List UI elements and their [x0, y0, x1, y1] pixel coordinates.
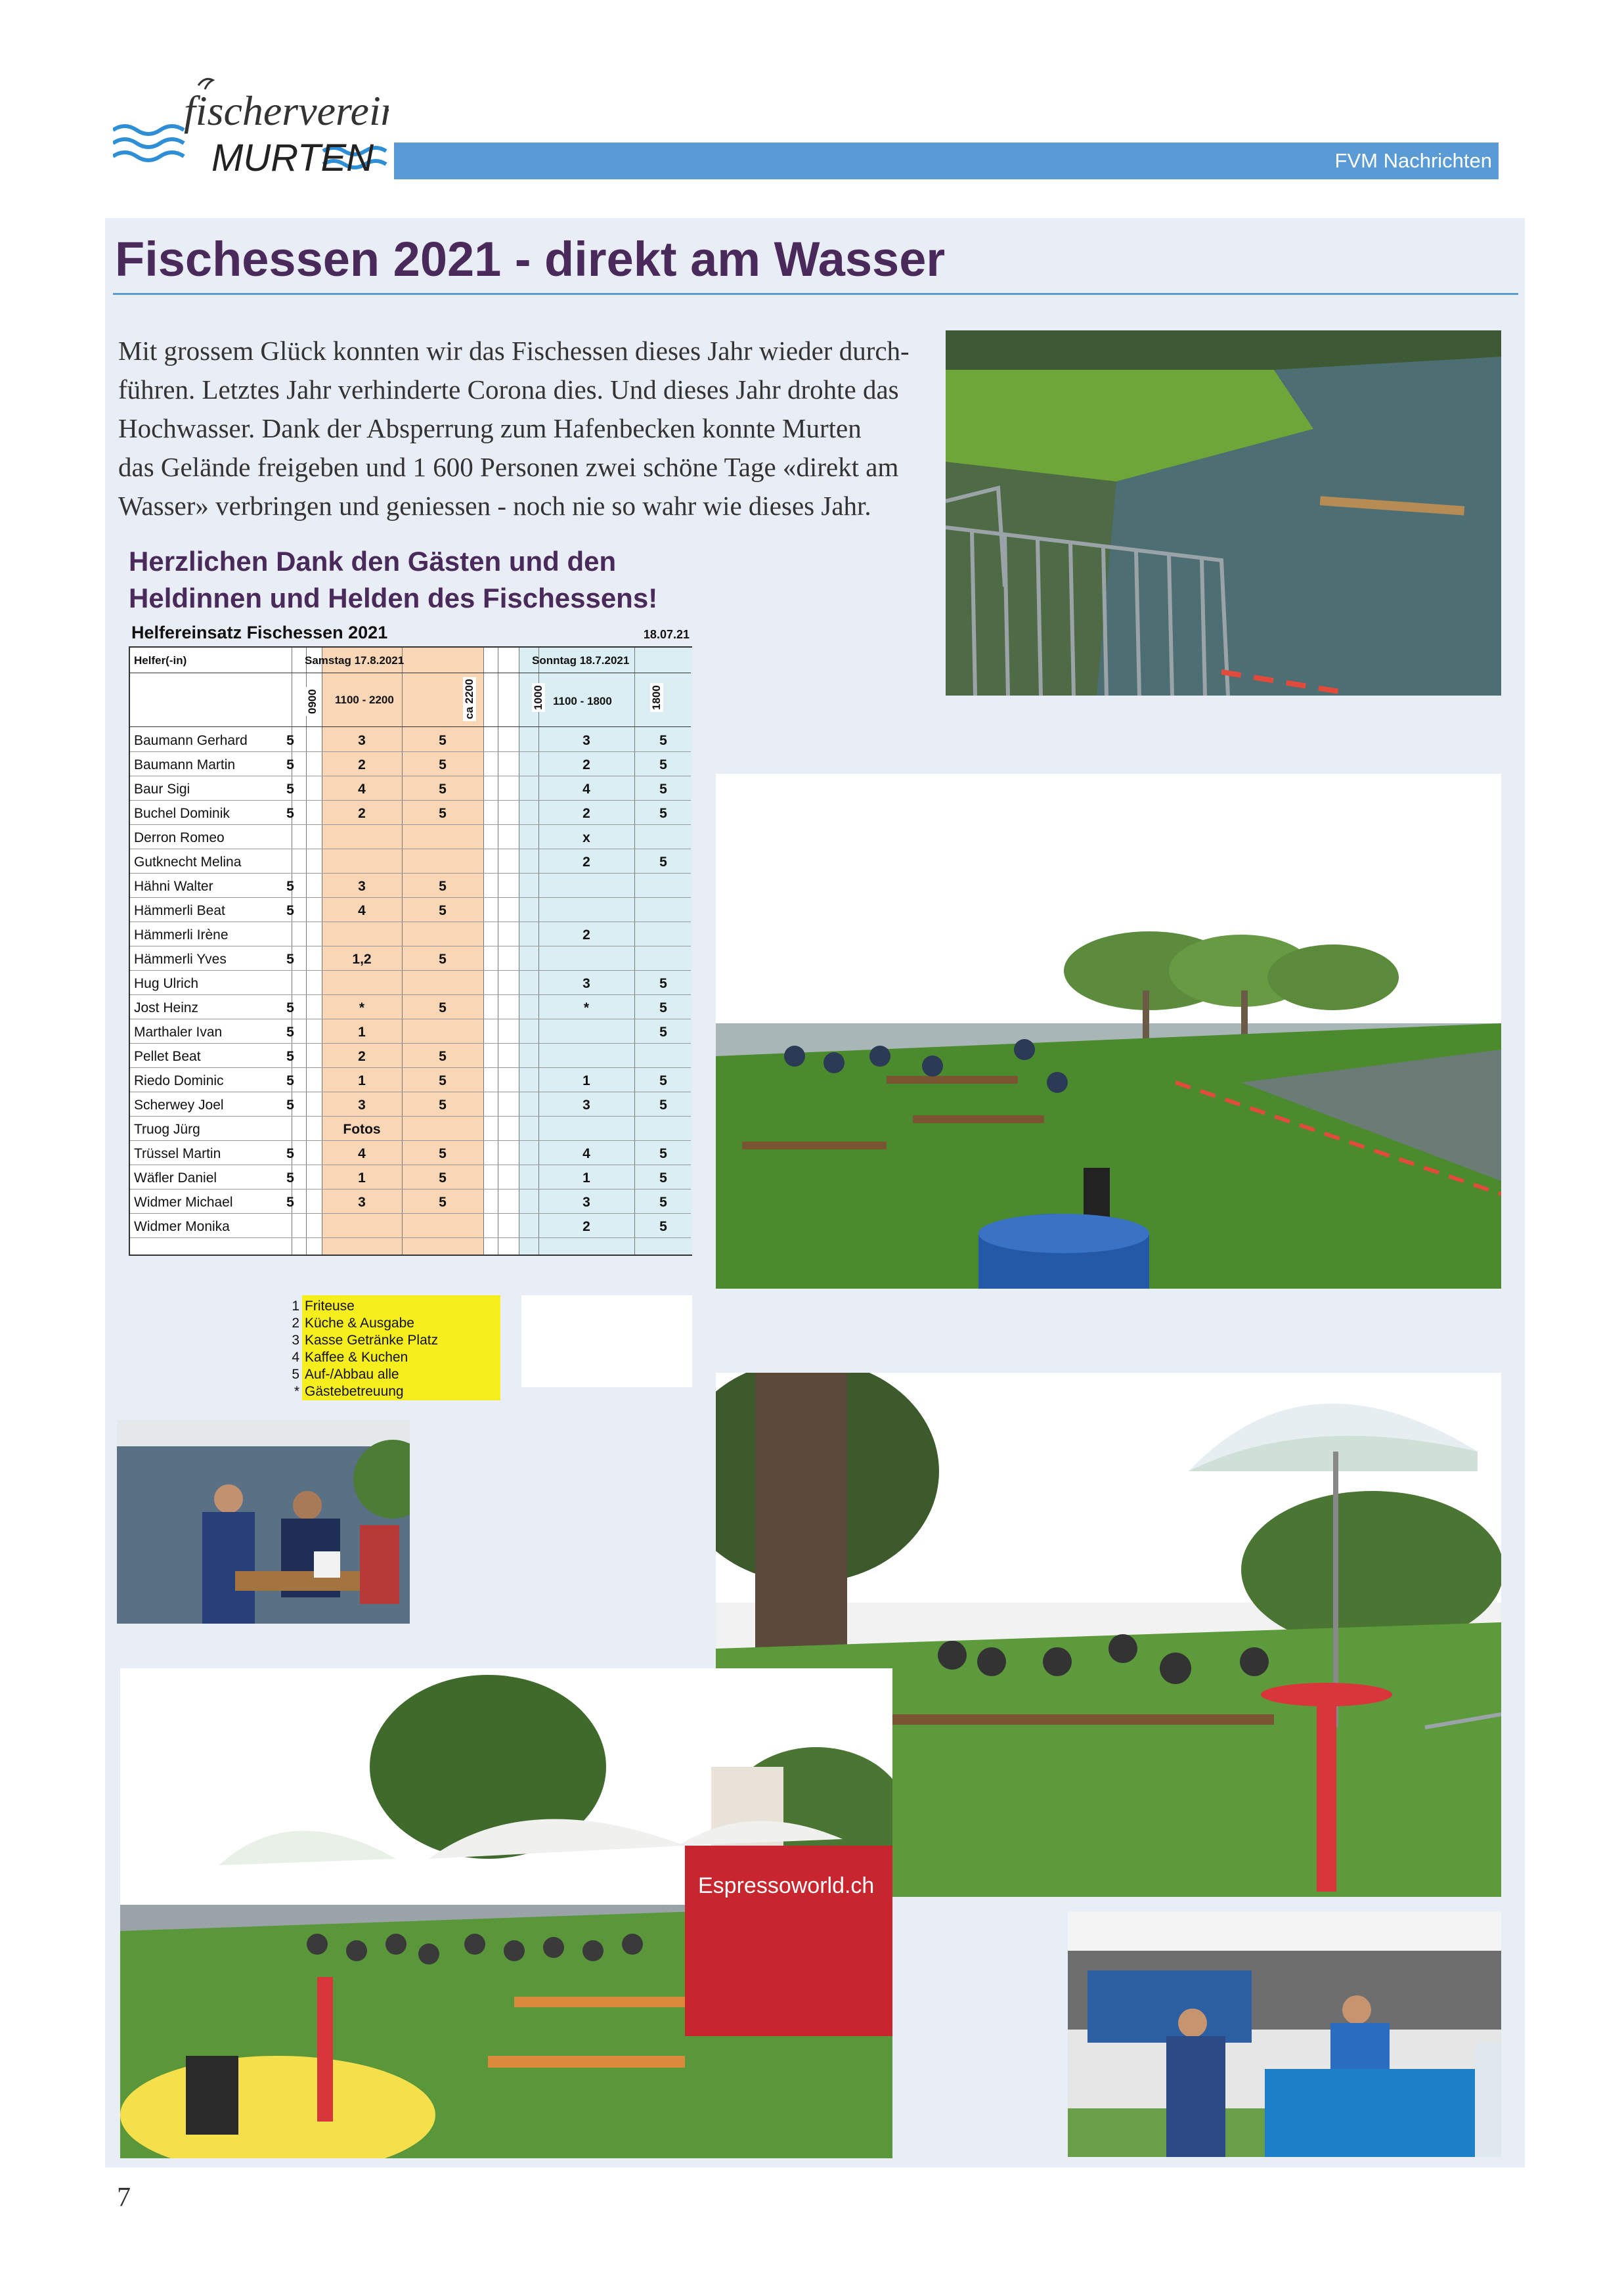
- shift-value-sat1: 5: [286, 879, 294, 894]
- helper-name: Trüssel Martin: [134, 1146, 221, 1161]
- roster-row: [130, 971, 691, 995]
- helper-name: Riedo Dominic: [134, 1073, 224, 1088]
- shift-value-sat3: 5: [439, 1000, 447, 1015]
- roster-row: [130, 776, 691, 801]
- header-helper: Helfer(-in): [134, 654, 187, 667]
- helper-name: Wäfler Daniel: [134, 1170, 217, 1186]
- helper-roster: [129, 623, 692, 1293]
- helper-name: Hug Ulrich: [134, 976, 199, 991]
- legend-number: 5: [276, 1366, 299, 1383]
- shift-value-sun3: 5: [659, 1146, 667, 1161]
- roster-row: [130, 1068, 691, 1092]
- roster-row: [130, 898, 691, 922]
- helper-name: Truog Jürg: [134, 1122, 200, 1137]
- photo-kitchen-crew: [117, 1420, 410, 1624]
- roster-row: [130, 752, 691, 776]
- photo-info-stand: [1068, 1911, 1501, 2157]
- helper-name: Marthaler Ivan: [134, 1025, 223, 1040]
- section-label: FVM Nachrichten: [1334, 149, 1492, 172]
- shift-value-sat3: 5: [439, 782, 447, 797]
- helper-name: Hähni Walter: [134, 879, 213, 894]
- header-sat-1100-2200: 1100 - 2200: [335, 694, 394, 706]
- legend-item: [294, 1383, 430, 1400]
- shift-value-sun2: x: [582, 830, 590, 845]
- title-divider: [113, 293, 1518, 295]
- shift-value-sun3: 5: [659, 1025, 667, 1040]
- shift-value-sat1: 5: [286, 806, 294, 821]
- legend-label: Kasse Getränke Platz: [305, 1333, 439, 1348]
- shift-value-sat3: 5: [439, 757, 447, 772]
- roster-legend: [292, 1295, 500, 1400]
- logo-text-bottom: MURTEN: [211, 137, 374, 179]
- shift-value-sat2: 4: [358, 1146, 366, 1161]
- shift-value-sun3: 5: [659, 1219, 667, 1234]
- shift-value-sat3: 5: [439, 903, 447, 918]
- shift-value-sat3: 5: [439, 1146, 447, 1161]
- shift-value-sun3: 5: [659, 782, 667, 797]
- photo-crowd-umbrellas: [120, 1668, 892, 2158]
- shift-value-sun3: 5: [659, 976, 667, 991]
- shift-value-sat2: 1: [358, 1170, 366, 1186]
- shift-value-sat2: Fotos: [343, 1122, 381, 1137]
- club-logo: [113, 72, 389, 187]
- shift-value-sat2: 2: [358, 806, 366, 821]
- intro-line: Wasser» verbringen und geniessen - noch nie so wahr wie dieses Jahr.: [118, 491, 871, 521]
- shift-value-sun2: 2: [582, 927, 590, 943]
- roster-row: [130, 1092, 691, 1117]
- shift-value-sat2: 4: [358, 903, 366, 918]
- shift-value-sun3: 5: [659, 1073, 667, 1088]
- shift-value-sat3: 5: [439, 879, 447, 894]
- shift-value-sat2: 3: [358, 733, 366, 748]
- shift-value-sat2: 2: [358, 757, 366, 772]
- shift-value-sat3: 5: [439, 1170, 447, 1186]
- roster-row: [130, 849, 691, 874]
- shift-value-sat3: 5: [439, 1195, 447, 1210]
- shift-value-sat3: 5: [439, 1049, 447, 1064]
- roster-date: 18.07.21: [643, 628, 690, 641]
- legend-number: 4: [276, 1349, 299, 1366]
- shift-value-sat2: 3: [358, 1195, 366, 1210]
- espresso-sign-text: Espressoworld.ch: [698, 1873, 875, 1898]
- legend-item: [292, 1332, 464, 1349]
- header-sun-1100-1800: 1100 - 1800: [553, 695, 612, 707]
- shift-value-sun3: 5: [659, 757, 667, 772]
- header-sunday: Sonntag 18.7.2021: [532, 654, 630, 667]
- header-sun-1000: 1000: [532, 683, 545, 712]
- shift-value-sun3: 5: [659, 1000, 667, 1015]
- roster-row: [130, 1019, 691, 1044]
- shift-value-sat1: 5: [286, 1049, 294, 1064]
- helper-name: Derron Romeo: [134, 830, 225, 845]
- thanks-line: Herzlichen Dank den Gästen und den: [129, 546, 617, 577]
- shift-value-sun2: 2: [582, 757, 590, 772]
- shift-value-sun2: 3: [582, 1195, 590, 1210]
- shift-value-sat1: 5: [286, 903, 294, 918]
- legend-item: [292, 1315, 441, 1332]
- shift-value-sun2: 3: [582, 1098, 590, 1113]
- roster-row: [130, 1189, 691, 1214]
- legend-item: [292, 1349, 434, 1366]
- shift-value-sat2: *: [359, 1000, 365, 1015]
- shift-value-sat1: 5: [286, 782, 294, 797]
- helper-name: Gutknecht Melina: [134, 855, 242, 870]
- shift-value-sat1: 5: [286, 1170, 294, 1186]
- shift-value-sat2: 1: [358, 1073, 366, 1088]
- roster-row: [130, 874, 691, 898]
- page-number: 7: [117, 2183, 131, 2213]
- header-saturday: Samstag 17.8.2021: [305, 654, 405, 667]
- shift-value-sat1: 5: [286, 1025, 294, 1040]
- shift-value-sat1: 5: [286, 1000, 294, 1015]
- legend-label: Auf-/Abbau alle: [305, 1367, 399, 1382]
- roster-row: [130, 922, 691, 946]
- shift-value-sun2: *: [583, 1000, 590, 1015]
- shift-value-sun2: 4: [582, 782, 590, 797]
- roster-title: Helfereinsatz Fischessen 2021: [131, 623, 388, 642]
- roster-row: [130, 1165, 691, 1189]
- intro-line: das Gelände freigeben und 1 600 Personen zwei schöne Tage «direkt am: [118, 452, 899, 482]
- helper-name: Widmer Monika: [134, 1219, 230, 1234]
- shift-value-sat2: 1,2: [352, 952, 372, 967]
- roster-row: [130, 1117, 691, 1141]
- shift-value-sun3: 5: [659, 806, 667, 821]
- roster-row: [130, 728, 691, 752]
- helper-name: Baur Sigi: [134, 782, 190, 797]
- helper-name: Scherwey Joel: [134, 1098, 224, 1113]
- helper-name: Hämmerli Yves: [134, 952, 227, 967]
- roster-row: [130, 1044, 691, 1068]
- helper-name: Buchel Dominik: [134, 806, 230, 821]
- roster-row: [130, 995, 691, 1019]
- helper-name: Jost Heinz: [134, 1000, 199, 1015]
- legend-number: 1: [276, 1298, 299, 1315]
- roster-row: [130, 801, 691, 825]
- shift-value-sat3: 5: [439, 952, 447, 967]
- legend-number: 2: [276, 1315, 299, 1332]
- shift-value-sun2: 3: [582, 733, 590, 748]
- roster-row: [130, 1141, 691, 1165]
- shift-value-sat3: 5: [439, 1098, 447, 1113]
- shift-value-sun3: 5: [659, 1098, 667, 1113]
- shift-value-sun2: 2: [582, 1219, 590, 1234]
- shift-value-sat2: 3: [358, 879, 366, 894]
- legend-number: *: [276, 1383, 299, 1400]
- shift-value-sat3: 5: [439, 806, 447, 821]
- shift-value-sun3: 5: [659, 855, 667, 870]
- header-bar: [394, 143, 1499, 179]
- legend-label: Gästebetreuung: [305, 1384, 404, 1399]
- header-sat-2200: ca 2200: [463, 677, 476, 721]
- logo-text-top: fischerverein: [184, 87, 389, 134]
- shift-value-sat1: 5: [286, 1098, 294, 1113]
- shift-value-sat2: 2: [358, 1049, 366, 1064]
- roster-grid: [129, 646, 692, 1256]
- shift-value-sun2: 2: [582, 806, 590, 821]
- article-intro: [118, 332, 926, 525]
- header-sat-0900: 0900: [306, 687, 319, 716]
- thanks-line: Heldinnen und Helden des Fischessens!: [129, 583, 658, 613]
- shift-value-sat3: 5: [439, 1073, 447, 1088]
- shift-value-sun3: 5: [659, 733, 667, 748]
- helper-name: Hämmerli Irène: [134, 927, 229, 943]
- shift-value-sun2: 1: [582, 1073, 590, 1088]
- helper-name: Baumann Martin: [134, 757, 236, 772]
- intro-line: führen. Letztes Jahr verhinderte Corona dies. Und dieses Jahr drohte das: [118, 374, 899, 405]
- intro-line: Mit grossem Glück konnten wir das Fischessen dieses Jahr wieder durch-: [118, 336, 910, 366]
- shift-value-sat2: 3: [358, 1098, 366, 1113]
- shift-value-sun2: 2: [582, 855, 590, 870]
- shift-value-sat1: 5: [286, 1073, 294, 1088]
- photo-festival-lawn: [716, 774, 1501, 1289]
- legend-number: 3: [276, 1332, 299, 1349]
- shift-value-sat2: 4: [358, 782, 366, 797]
- legend-item: [292, 1298, 381, 1315]
- photo-flooded-lawn: [946, 330, 1501, 696]
- legend-blank-box: [521, 1295, 692, 1387]
- roster-row: [130, 1214, 691, 1238]
- shift-value-sun3: 5: [659, 1170, 667, 1186]
- roster-row: [130, 946, 691, 971]
- header-sun-1800: 1800: [650, 683, 663, 712]
- helper-name: Baumann Gerhard: [134, 733, 248, 748]
- article-title: Fischessen 2021 - direkt am Wasser: [115, 232, 946, 286]
- helper-name: Pellet Beat: [134, 1049, 201, 1064]
- legend-label: Friteuse: [305, 1299, 355, 1314]
- shift-value-sat1: 5: [286, 1146, 294, 1161]
- roster-row: [130, 825, 691, 849]
- shift-value-sun2: 1: [582, 1170, 590, 1186]
- helper-name: Hämmerli Beat: [134, 903, 225, 918]
- legend-label: Küche & Ausgabe: [305, 1316, 414, 1331]
- shift-value-sat1: 5: [286, 733, 294, 748]
- shift-value-sun2: 4: [582, 1146, 590, 1161]
- shift-value-sat1: 5: [286, 1195, 294, 1210]
- thanks-heading: [129, 543, 720, 617]
- helper-name: Widmer Michael: [134, 1195, 233, 1210]
- shift-value-sun3: 5: [659, 1195, 667, 1210]
- shift-value-sat2: 1: [358, 1025, 366, 1040]
- legend-item: [292, 1366, 426, 1383]
- shift-value-sat1: 5: [286, 757, 294, 772]
- legend-label: Kaffee & Kuchen: [305, 1350, 408, 1365]
- intro-line: Hochwasser. Dank der Absperrung zum Hafenbecken konnte Murten: [118, 413, 862, 443]
- shift-value-sat3: 5: [439, 733, 447, 748]
- shift-value-sat1: 5: [286, 952, 294, 967]
- shift-value-sun2: 3: [582, 976, 590, 991]
